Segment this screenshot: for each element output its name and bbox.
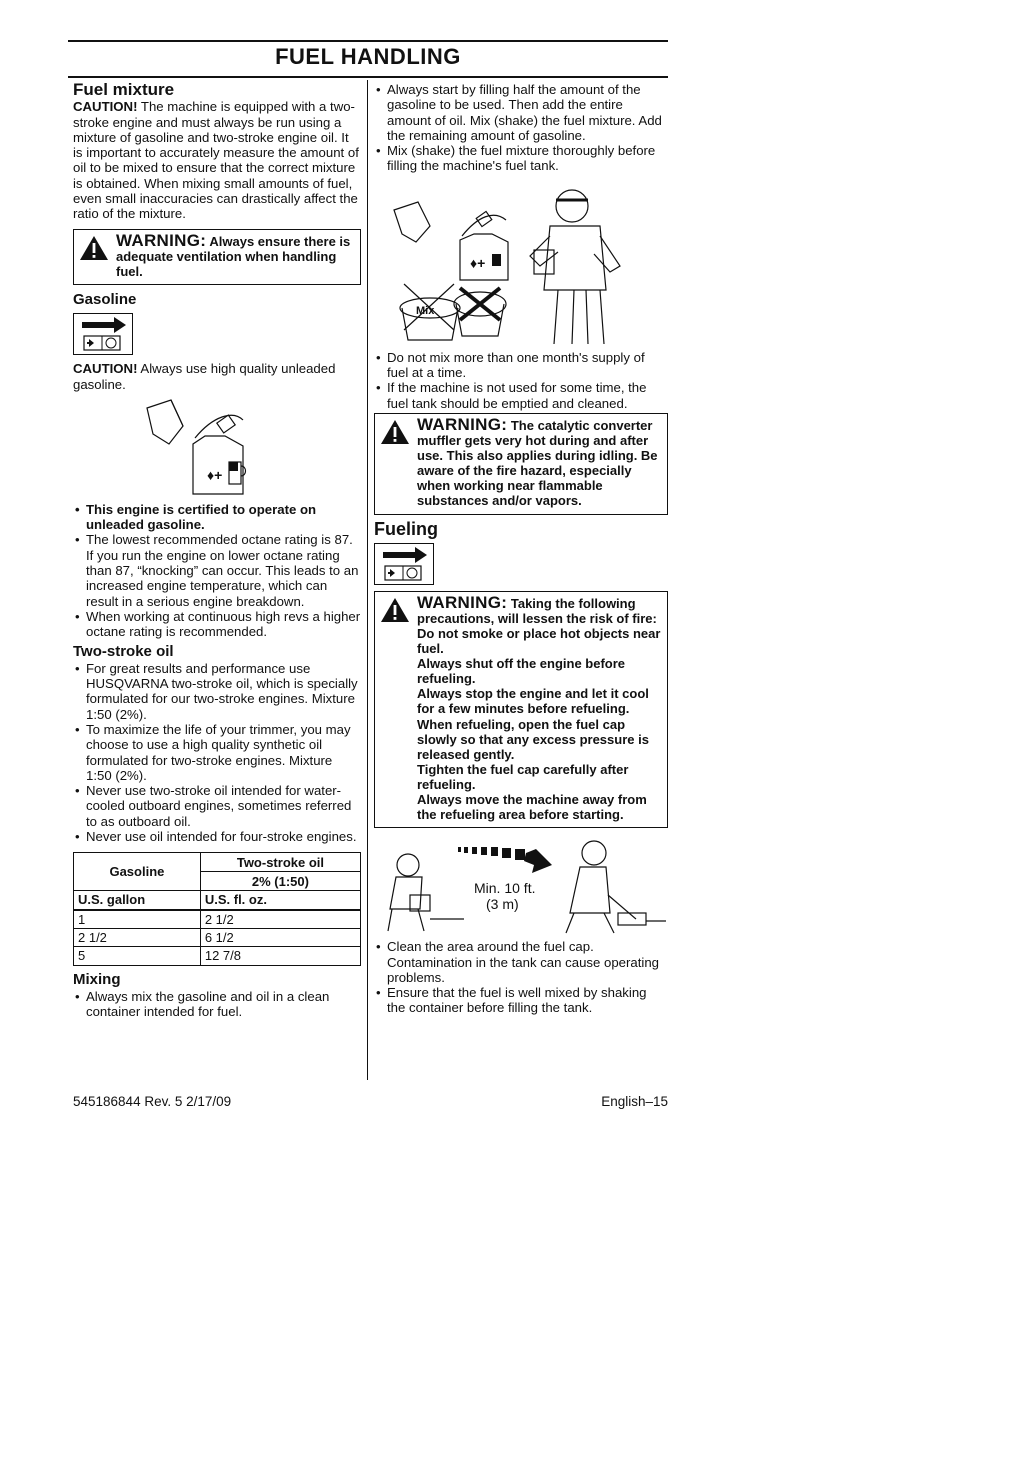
two-stroke-bullet-list <box>73 661 361 845</box>
list-item: • This engine is certified to operate on unleaded gasoline. <box>73 502 361 533</box>
table-cell: 2 1/2 <box>74 928 201 946</box>
table-cell: 2 1/2 <box>200 910 360 929</box>
table-unit-gallon: U.S. gallon <box>74 891 201 910</box>
distance-label: Min. 10 ft. <box>474 880 536 897</box>
warning-body: The catalytic converter muffler gets very hot during and after use. This also applies during idling. Be aware of the fire hazard, especially when working near flammable substances and/or vapors. <box>417 417 658 509</box>
list-item: • To maximize the life of your trimmer, you may choose to use a high quality synthetic oil formulated for two-stroke engines. Mixture 1:50 (2%). <box>73 722 361 783</box>
mixing-bullet-list <box>73 989 361 1020</box>
caution-text: The machine is equipped with a two-stroke engine and must always be run using a mixture of gasoline and two-stroke engine oil. It is important to accurately measure the amount of oil to be mixed to ensure that the correct mixture is obtained. When mixing small amounts of fuel, even small inaccuracies can drastically affect the ratio of the mixture. <box>73 99 359 222</box>
mixture-table <box>73 852 361 965</box>
warning-line: Do not smoke or place hot objects near fuel. <box>417 626 661 657</box>
caution-lead: CAUTION! <box>73 361 138 377</box>
warning-body: Always ensure there is adequate ventilation when handling fuel. <box>116 233 351 279</box>
table-unit-oz: U.S. fl. oz. <box>200 891 360 910</box>
list-item: • Clean the area around the fuel cap. Contamination in the tank can cause operating problems. <box>374 939 668 985</box>
warning-label: WARNING: <box>417 414 508 434</box>
fuel-mixture-heading: Fuel mixture <box>73 80 175 99</box>
warning-box-muffler <box>374 413 668 515</box>
table-cell: 12 7/8 <box>200 947 360 965</box>
gasoline-bullet-list-bold <box>73 502 361 533</box>
column-divider <box>367 80 368 1080</box>
fueling-heading: Fueling <box>374 518 438 539</box>
warning-label: WARNING: <box>417 592 508 612</box>
warning-line: Always stop the engine and let it cool for a few minutes before refueling. <box>417 686 649 717</box>
warning-triangle-icon <box>380 597 410 623</box>
table-row <box>74 947 361 965</box>
gasoline-bullet-list <box>73 532 361 639</box>
list-item: • Never use oil intended for four-stroke engines. <box>73 829 361 844</box>
table-cell: 5 <box>74 947 201 965</box>
fueling-bullet-list <box>374 939 668 1015</box>
warning-line: Tighten the fuel cap carefully after refueling. <box>417 761 629 792</box>
table-header-gasoline: Gasoline <box>74 853 201 891</box>
gasoline-caution <box>73 361 361 392</box>
table-cell: 6 1/2 <box>200 928 360 946</box>
list-item: • Do not mix more than one month's supply of fuel at a time. <box>374 350 668 381</box>
warning-box-refueling <box>374 591 668 828</box>
svg-text:♦+: ♦+ <box>207 466 223 483</box>
gasoline-pump-icon <box>374 543 434 585</box>
warning-line: Taking the following precautions, will lessen the risk of fire: <box>417 595 657 626</box>
mixing-illustration <box>374 180 668 346</box>
warning-text <box>417 592 661 823</box>
list-item: • Ensure that the fuel is well mixed by shaking the container before filling the tank. <box>374 985 668 1016</box>
list-item: • The lowest recommended octane rating is 87. If you run the engine on lower octane rating than 87, “knocking” can occur. This leads to an increased engine temperature, which can result in a serious engine breakdown. <box>73 532 361 608</box>
gasoline-heading: Gasoline <box>73 290 137 308</box>
gasoline-pump-icon <box>73 313 133 355</box>
warning-box-ventilation <box>73 229 361 285</box>
caution-lead: CAUTION! <box>73 99 138 115</box>
two-stroke-heading: Two-stroke oil <box>73 642 174 660</box>
fuel-mixture-caution <box>73 99 361 221</box>
warning-line: Always shut off the engine before refueling. <box>417 656 626 687</box>
fuel-can-illustration <box>73 396 361 496</box>
warning-text <box>417 414 661 509</box>
distance-label-metric: (3 m) <box>486 896 519 913</box>
left-column <box>73 82 361 1019</box>
list-item: • If the machine is not used for some time, the fuel tank should be emptied and cleaned. <box>374 380 668 411</box>
mixing-heading: Mixing <box>73 970 121 988</box>
right-column <box>374 82 668 1016</box>
page-title: FUEL HANDLING <box>275 44 461 69</box>
table-row <box>74 910 361 929</box>
list-item: • When working at continuous high revs a higher octane rating is recommended. <box>73 609 361 640</box>
list-item: • Always mix the gasoline and oil in a clean container intended for fuel. <box>73 989 361 1020</box>
warning-line: When refueling, open the fuel cap slowly so that any excess pressure is released gently. <box>417 716 649 762</box>
list-item: • For great results and performance use HUSQVARNA two-stroke oil, which is specially formulated for our two-stroke engines. Mixture 1:50 (2%). <box>73 661 361 722</box>
warning-line: Always move the machine away from the refueling area before starting. <box>417 792 647 823</box>
svg-text:Mix: Mix <box>416 304 435 317</box>
page-number: English–15 <box>601 1094 668 1109</box>
list-item: • Mix (shake) the fuel mixture thoroughly before filling the machine's fuel tank. <box>374 143 668 174</box>
storage-bullet-list <box>374 350 668 411</box>
mixing-steps-list <box>374 82 668 174</box>
table-row <box>74 928 361 946</box>
warning-triangle-icon <box>79 235 109 261</box>
list-item: • Always start by filling half the amount of the gasoline to be used. Then add the entire amount of oil. Mix (shake) the fuel mixture. Add the remaining amount of gasoline. <box>374 82 668 143</box>
table-header-oil: Two-stroke oil <box>200 853 360 872</box>
warning-label: WARNING: <box>116 230 207 250</box>
caution-text: Always use high quality unleaded gasoline. <box>73 361 336 392</box>
table-subheader-ratio: 2% (1:50) <box>200 872 360 891</box>
refueling-distance-illustration <box>374 835 668 935</box>
doc-number: 545186844 Rev. 5 2/17/09 <box>73 1094 232 1109</box>
list-item: • Never use two-stroke oil intended for water-cooled outboard engines, sometimes referred to as outboard oil. <box>73 783 361 829</box>
table-cell: 1 <box>74 910 201 929</box>
warning-text <box>116 230 354 279</box>
warning-triangle-icon <box>380 419 410 445</box>
top-rule <box>68 40 668 42</box>
title-rule <box>68 76 668 78</box>
svg-text:♦+: ♦+ <box>470 254 486 271</box>
